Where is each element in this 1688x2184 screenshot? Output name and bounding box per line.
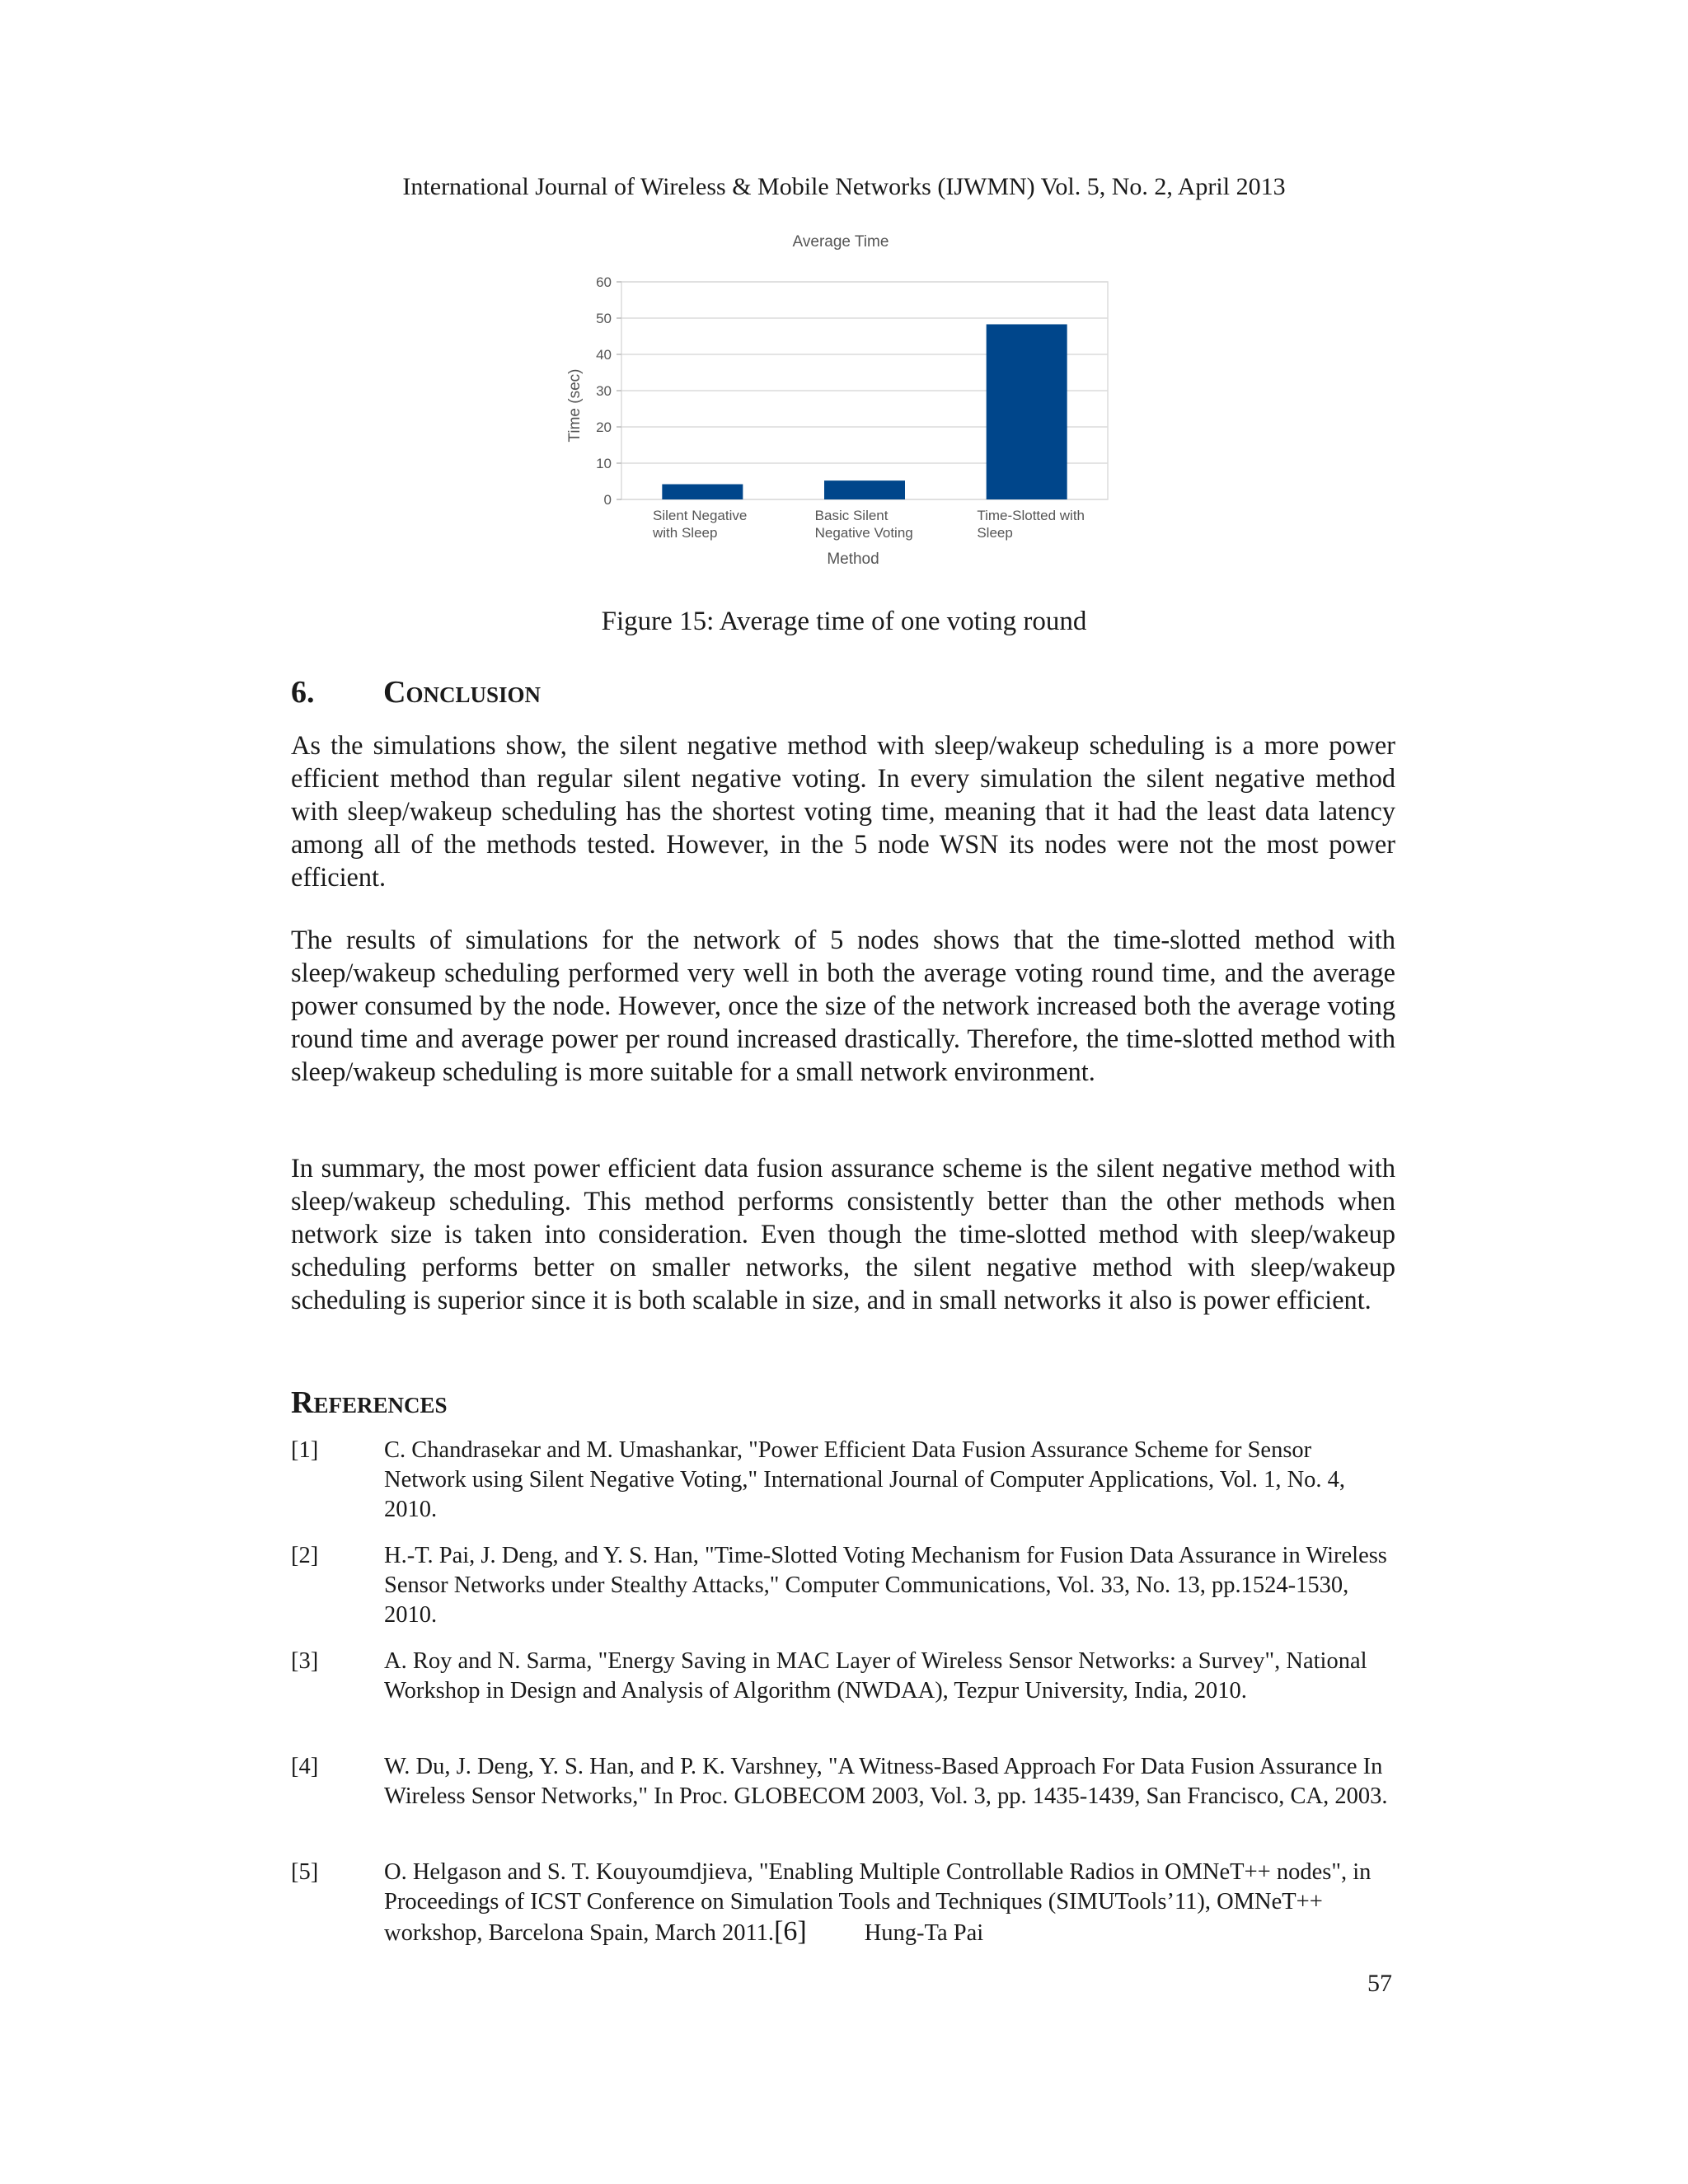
reference-text-wrapper (384, 1858, 1395, 1948)
reference-text: H.-T. Pai, J. Deng, and Y. S. Han, "Time-Slotted Voting Mechanism for Fusion Data Assurance in Wireless Sensor Networks under Stealthy Attacks," Computer Communications, Vol. 33, No. 13, pp.1524-1530, 2010. (384, 1543, 1387, 1628)
plot-area-border (621, 282, 828, 290)
y-tick-label: 50 (596, 311, 612, 326)
y-axis-label: Time (sec) (566, 368, 584, 443)
bar-chart (544, 224, 1137, 579)
x-category-label: Negative Voting (814, 525, 913, 541)
reference-number: [1] (291, 1437, 319, 1463)
section-number: 6. (291, 675, 315, 710)
reference-text: W. Du, J. Deng, Y. S. Han, and P. K. Varshney, "A Witness-Based Approach For Data Fusion Assurance In Wireless Sensor Networks," In Proc. GLOBECOM 2003, Vol. 3, pp. 1435-1439, San Francisco, CA, 2003. (384, 1754, 1388, 1809)
bar (987, 324, 1067, 499)
reference-text: A. Roy and N. Sarma, "Energy Saving in MAC Layer of Wireless Sensor Networks: a Survey", National Workshop in Design and Analysis of Algorithm (NWDAA), Tezpur University, India, 2010. (384, 1648, 1367, 1704)
reference-number: [2] (291, 1543, 319, 1568)
reference-text: C. Chandrasekar and M. Umashankar, "Power Efficient Data Fusion Assurance Scheme for Sensor Network using Silent Negative Voting," International Journal of Computer Applications, Vol. 1, No. 4, 2010. (384, 1437, 1346, 1522)
conclusion-heading (291, 674, 541, 710)
conclusion-paragraph-2: The results of simulations for the network of 5 nodes shows that the time-slotted method with sleep/wakeup scheduling performed very well in both the average voting round time, and the average power consumed by the node. However, once the size of the network increased both the average voting round time and average power per round increased drastically. Therefore, the time-slotted method with sleep/wakeup scheduling is more suitable for a small network environment. (291, 925, 1395, 1086)
reference-number: [5] (291, 1859, 319, 1885)
page-number: 57 (1367, 1970, 1392, 1997)
x-category-label: Silent Negative (653, 508, 748, 523)
reference-number: [4] (291, 1754, 319, 1779)
y-tick-label: 10 (596, 456, 612, 471)
x-category-label: with Sleep (653, 525, 718, 541)
reference-trailing-number: [6] (774, 1916, 807, 1947)
y-tick-label: 40 (596, 347, 612, 363)
y-tick-label: 0 (603, 492, 612, 508)
reference-text: O. Helgason and S. T. Kouyoumdjieva, "Enabling Multiple Controllable Radios in OMNeT++ nodes", in Proceedings of ICST Conference on Simulation Tools and Techniques (SIMUTools’11), OMNeT++ workshop, Barcelona Spain, March 2011. (384, 1859, 1372, 1946)
section-title: Conclusion (383, 675, 541, 710)
bar (824, 480, 905, 499)
conclusion-paragraph-1: As the simulations show, the silent negative method with sleep/wakeup scheduling is a more power efficient method than regular silent negative voting. In every simulation the silent negative method with sleep/wakeup scheduling has the shortest voting time, meaning that it had the least data latency among all of the methods tested. However, in the 5 node WSN its nodes were not the most power efficient. (291, 730, 1395, 892)
running-header: International Journal of Wireless & Mobile Networks (IJWMN) Vol. 5, No. 2, April 2013 (402, 173, 1286, 200)
reference-item (291, 1858, 1395, 1948)
x-axis-categories (652, 508, 1085, 541)
y-tick-label: 20 (596, 419, 612, 435)
references-heading (291, 1385, 447, 1421)
bar (662, 485, 743, 499)
chart-bars (662, 324, 1067, 499)
x-axis-label: Method (827, 551, 879, 568)
chart-title: Average Time (792, 233, 889, 251)
reference-item (291, 1752, 1395, 1811)
reference-number: [3] (291, 1648, 319, 1674)
reference-item (291, 1541, 1395, 1630)
figure-caption: Figure 15: Average time of one voting round (601, 607, 1087, 636)
y-tick-label: 30 (596, 383, 612, 399)
references-title: References (291, 1385, 448, 1420)
x-category-label: Time-Slotted with (977, 508, 1085, 523)
x-category-label: Basic Silent (814, 508, 889, 523)
reference-item (291, 1647, 1395, 1706)
x-category-label: Sleep (977, 525, 1013, 541)
y-tick-label: 60 (596, 274, 612, 290)
reference-trailing-author: Hung-Ta Pai (864, 1920, 984, 1946)
y-axis-ticks (596, 274, 621, 508)
conclusion-paragraph-3: In summary, the most power efficient data fusion assurance scheme is the silent negative method with sleep/wakeup scheduling. This method performs consistently better than the other methods when network size is taken into consideration. Even though the time-slotted method with sleep/wakeup scheduling performs better on smaller networks, the silent negative method with sleep/wakeup scheduling is superior since it is both scalable in size, and in small networks it also is power efficient. (291, 1153, 1395, 1315)
reference-item (291, 1436, 1395, 1525)
